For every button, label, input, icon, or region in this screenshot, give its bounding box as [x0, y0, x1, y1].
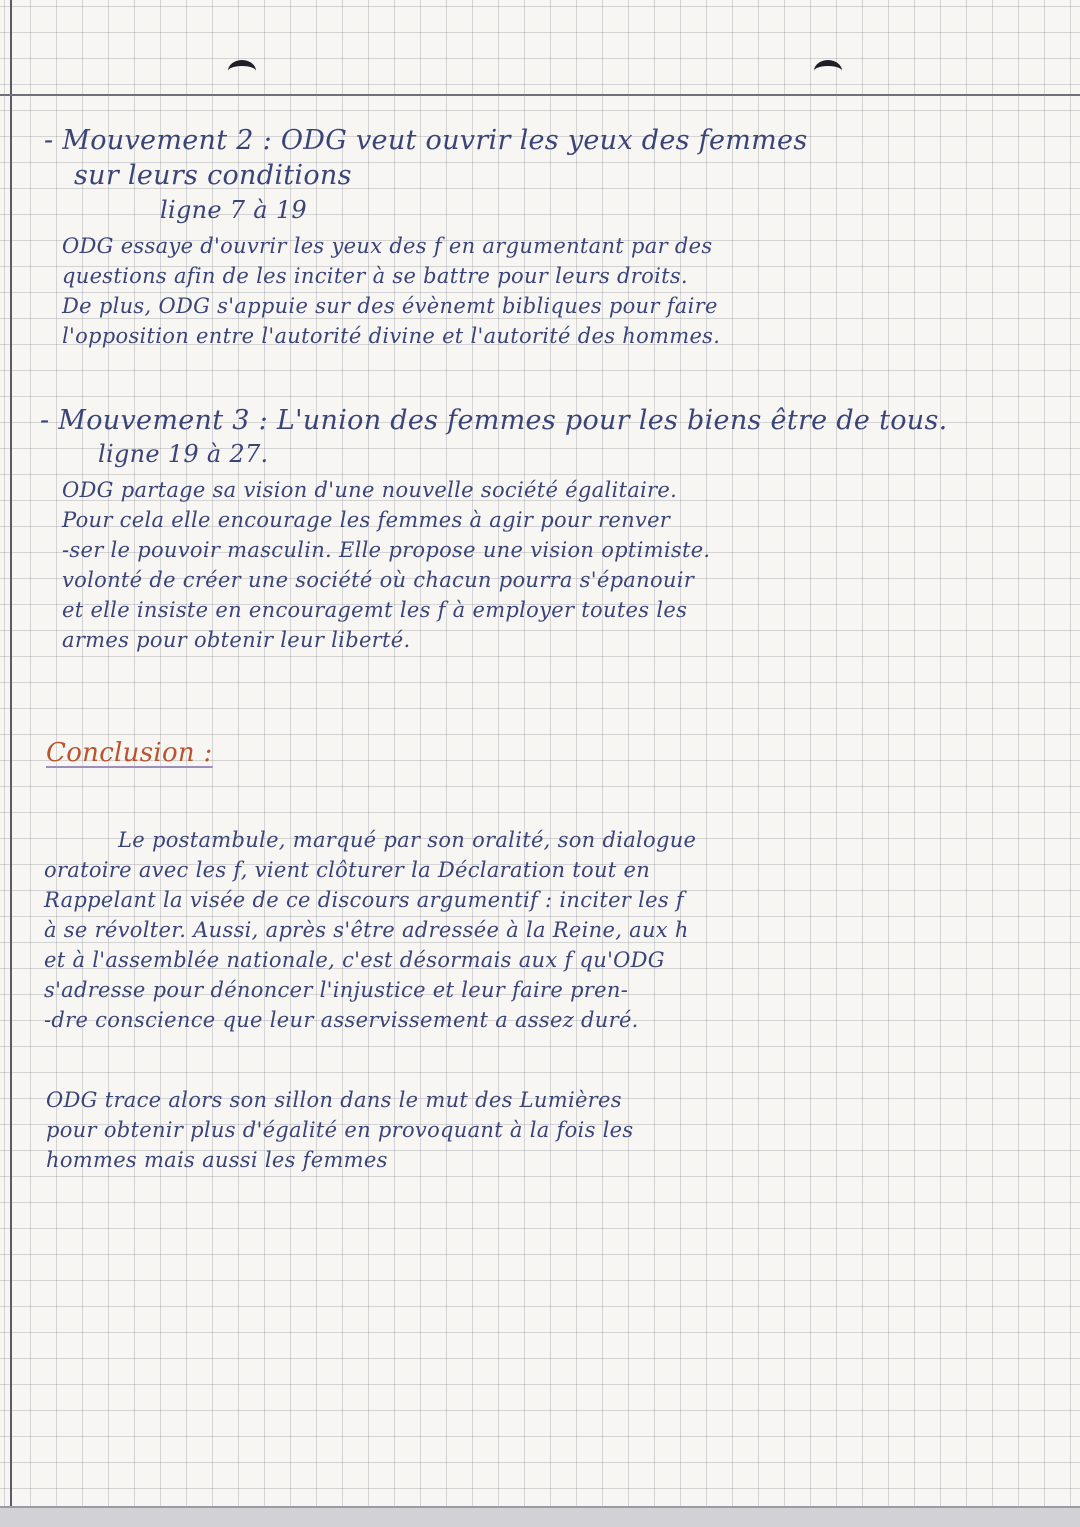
movement2-heading: - Mouvement 2 : ODG veut ouvrir les yeux des femmes — [44, 125, 808, 156]
movement2-lines-ref: ligne 7 à 19 — [160, 196, 307, 224]
conclusion-body-line: Rappelant la visée de ce discours argumentif : inciter les f — [44, 888, 684, 912]
movement2-body-line: De plus, ODG s'appuie sur des évènemt bibliques pour faire — [62, 294, 718, 318]
movement3-body-line: Pour cela elle encourage les femmes à agir pour renver — [62, 508, 671, 532]
conclusion-body-line: Le postambule, marqué par son oralité, son dialogue — [118, 828, 697, 852]
conclusion-body-line: ODG trace alors son sillon dans le mut des Lumières — [46, 1088, 622, 1112]
top-rule — [0, 94, 1080, 96]
conclusion-title: Conclusion : — [46, 738, 213, 768]
movement3-body-line: et elle insiste en encouragemt les f à employer toutes les — [62, 598, 688, 622]
movement3-body-line: volonté de créer une société où chacun pourra s'épanouir — [62, 568, 695, 592]
binder-hole-right — [814, 60, 842, 82]
conclusion-body-line: oratoire avec les f, vient clôturer la Déclaration tout en — [44, 858, 651, 882]
movement3-body-line: armes pour obtenir leur liberté. — [62, 628, 411, 652]
movement2-heading-cont: sur leurs conditions — [74, 160, 352, 191]
movement2-body-line: l'opposition entre l'autorité divine et l'autorité des hommes. — [62, 324, 721, 348]
movement3-body-line: ODG partage sa vision d'une nouvelle société égalitaire. — [62, 478, 678, 502]
conclusion-body-line: s'adresse pour dénoncer l'injustice et leur faire pren- — [44, 978, 629, 1002]
conclusion-body-line: pour obtenir plus d'égalité en provoquant à la fois les — [46, 1118, 634, 1142]
movement3-body-line: -ser le pouvoir masculin. Elle propose une vision optimiste. — [62, 538, 711, 562]
margin-line — [10, 0, 12, 1527]
movement3-lines-ref: ligne 19 à 27. — [98, 440, 269, 468]
conclusion-body-line: à se révolter. Aussi, après s'être adressée à la Reine, aux h — [44, 918, 689, 942]
conclusion-body-line: et à l'assemblée nationale, c'est désormais aux f qu'ODG — [44, 948, 665, 972]
movement3-heading: - Mouvement 3 : L'union des femmes pour les biens être de tous. — [40, 405, 948, 436]
conclusion-body-line: -dre conscience que leur asservissement a assez duré. — [44, 1008, 639, 1032]
movement2-body-line: ODG essaye d'ouvrir les yeux des f en argumentant par des — [62, 234, 713, 258]
conclusion-body-line: hommes mais aussi les femmes — [46, 1148, 388, 1172]
binder-hole-left — [228, 60, 256, 82]
movement2-body-line: questions afin de les inciter à se battre pour leurs droits. — [62, 264, 688, 288]
page-bottom-edge — [0, 1506, 1080, 1527]
